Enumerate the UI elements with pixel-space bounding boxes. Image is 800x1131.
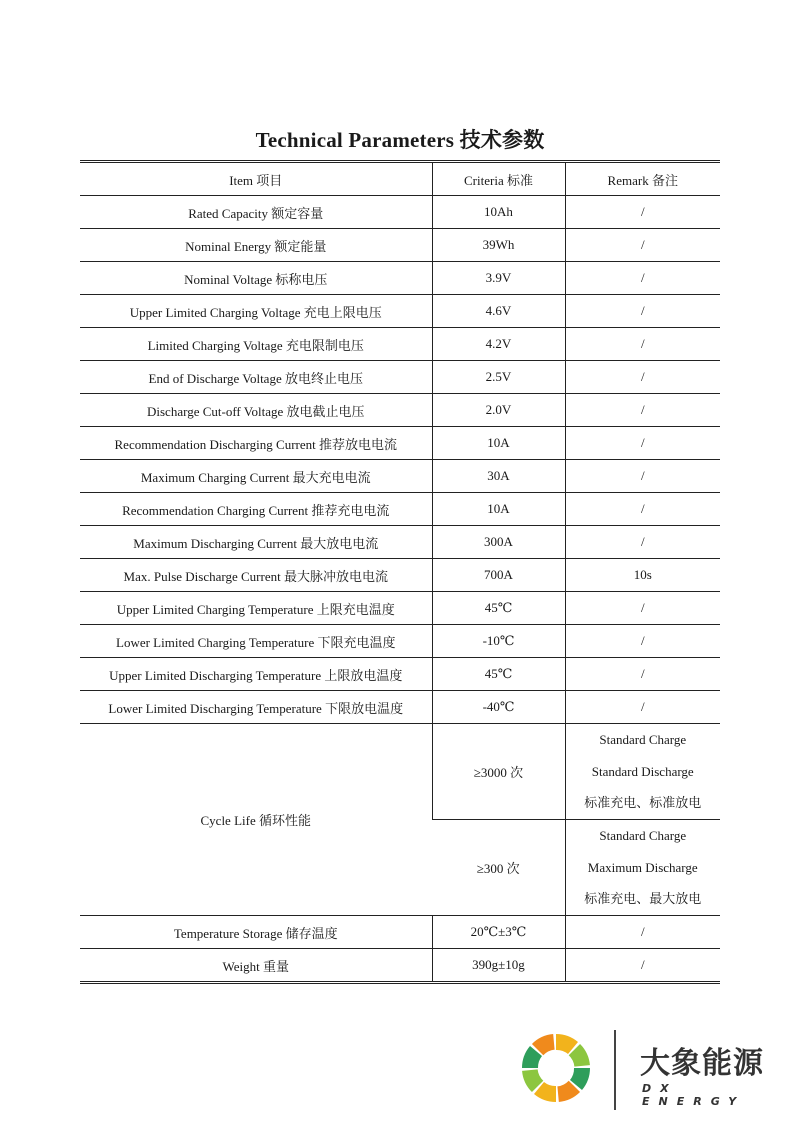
criteria-cell: 3.9V <box>432 262 565 295</box>
item-cell: Recommendation Discharging Current 推荐放电电流 <box>80 427 432 460</box>
item-cell: Nominal Voltage 标称电压 <box>80 262 432 295</box>
criteria-cell: 45℃ <box>432 658 565 691</box>
header-criteria: Criteria 标准 <box>432 162 565 196</box>
table-row <box>80 526 720 559</box>
remark-cell: / <box>565 691 720 724</box>
table-row <box>80 394 720 427</box>
criteria-cell: 4.6V <box>432 295 565 328</box>
criteria-cell: 20℃±3℃ <box>432 916 565 949</box>
item-cell: End of Discharge Voltage 放电终止电压 <box>80 361 432 394</box>
item-cell: Lower Limited Charging Temperature 下限充电温度 <box>80 625 432 658</box>
remark-cell: / <box>565 658 720 691</box>
table-row <box>80 493 720 526</box>
criteria-cell: -40℃ <box>432 691 565 724</box>
remark-cell: / <box>565 526 720 559</box>
criteria-cell: 300A <box>432 526 565 559</box>
remark-cell: / <box>565 361 720 394</box>
logo-english-name: DX ENERGY <box>642 1082 746 1108</box>
remark-cell <box>565 724 720 820</box>
item-cell: Max. Pulse Discharge Current 最大脉冲放电电流 <box>80 559 432 592</box>
table-row <box>80 559 720 592</box>
remark-line: Maximum Discharge <box>587 859 698 875</box>
remark-line: Standard Charge <box>599 828 687 844</box>
table-row <box>80 196 720 229</box>
logo-divider <box>614 1030 616 1110</box>
remark-cell: / <box>565 949 720 983</box>
criteria-cell: ≥300 次 <box>432 820 565 916</box>
item-cell: Upper Limited Charging Temperature 上限充电温度 <box>80 592 432 625</box>
item-cell: Weight 重量 <box>80 949 432 983</box>
remark-cell: / <box>565 625 720 658</box>
criteria-cell: -10℃ <box>432 625 565 658</box>
remark-cell: / <box>565 295 720 328</box>
parameters-table <box>80 160 720 984</box>
criteria-cell: 4.2V <box>432 328 565 361</box>
remark-cell <box>565 820 720 916</box>
remark-cell: 10s <box>565 559 720 592</box>
table-row <box>80 625 720 658</box>
table-header-row <box>80 162 720 196</box>
table-row <box>80 592 720 625</box>
remark-cell: / <box>565 229 720 262</box>
item-cell: Recommendation Charging Current 推荐充电电流 <box>80 493 432 526</box>
logo-chinese-name: 大象能源 <box>640 1046 764 1081</box>
table-row <box>80 691 720 724</box>
remark-cell: / <box>565 427 720 460</box>
criteria-cell: 30A <box>432 460 565 493</box>
table-row <box>80 658 720 691</box>
remark-cell: / <box>565 196 720 229</box>
criteria-cell: 2.0V <box>432 394 565 427</box>
criteria-cell: 700A <box>432 559 565 592</box>
item-cell: Rated Capacity 额定容量 <box>80 196 432 229</box>
item-cell: Upper Limited Discharging Temperature 上限放电温度 <box>80 658 432 691</box>
item-cell: Nominal Energy 额定能量 <box>80 229 432 262</box>
item-cell: Upper Limited Charging Voltage 充电上限电压 <box>80 295 432 328</box>
remark-cell: / <box>565 493 720 526</box>
remark-cell: / <box>565 592 720 625</box>
header-remark: Remark 备注 <box>565 162 720 196</box>
criteria-cell: 10A <box>432 427 565 460</box>
table-row <box>80 295 720 328</box>
remark-line: Standard Discharge <box>591 763 694 779</box>
company-logo <box>520 1030 790 1110</box>
remark-cell: / <box>565 262 720 295</box>
table-row <box>80 916 720 949</box>
header-item: Item 项目 <box>80 162 432 196</box>
remark-cell: / <box>565 328 720 361</box>
table-row-cycle-life <box>80 724 720 820</box>
criteria-cell: 45℃ <box>432 592 565 625</box>
remark-line: Standard Charge <box>599 732 687 748</box>
item-cell: Discharge Cut-off Voltage 放电截止电压 <box>80 394 432 427</box>
remark-cell: / <box>565 394 720 427</box>
criteria-cell: ≥3000 次 <box>432 724 565 820</box>
criteria-cell: 390g±10g <box>432 949 565 983</box>
remark-line: 标准充电、最大放电 <box>584 891 702 907</box>
criteria-cell: 39Wh <box>432 229 565 262</box>
table-row <box>80 949 720 983</box>
table-row <box>80 328 720 361</box>
criteria-cell: 10A <box>432 493 565 526</box>
table-row <box>80 460 720 493</box>
table-row <box>80 229 720 262</box>
item-cell: Limited Charging Voltage 充电限制电压 <box>80 328 432 361</box>
item-cell: Lower Limited Discharging Temperature 下限放电温度 <box>80 691 432 724</box>
criteria-cell: 10Ah <box>432 196 565 229</box>
remark-line: 标准充电、标准放电 <box>584 795 702 811</box>
table-row <box>80 361 720 394</box>
item-cell: Maximum Discharging Current 最大放电电流 <box>80 526 432 559</box>
table-row <box>80 262 720 295</box>
page-title: Technical Parameters 技术参数 <box>255 128 545 152</box>
remark-cell: / <box>565 916 720 949</box>
remark-cell: / <box>565 460 720 493</box>
criteria-cell: 2.5V <box>432 361 565 394</box>
item-cell: Temperature Storage 储存温度 <box>80 916 432 949</box>
table-row <box>80 427 720 460</box>
item-cell: Cycle Life 循环性能 <box>80 724 432 916</box>
item-cell: Maximum Charging Current 最大充电电流 <box>80 460 432 493</box>
logo-swirl-icon <box>520 1032 592 1104</box>
